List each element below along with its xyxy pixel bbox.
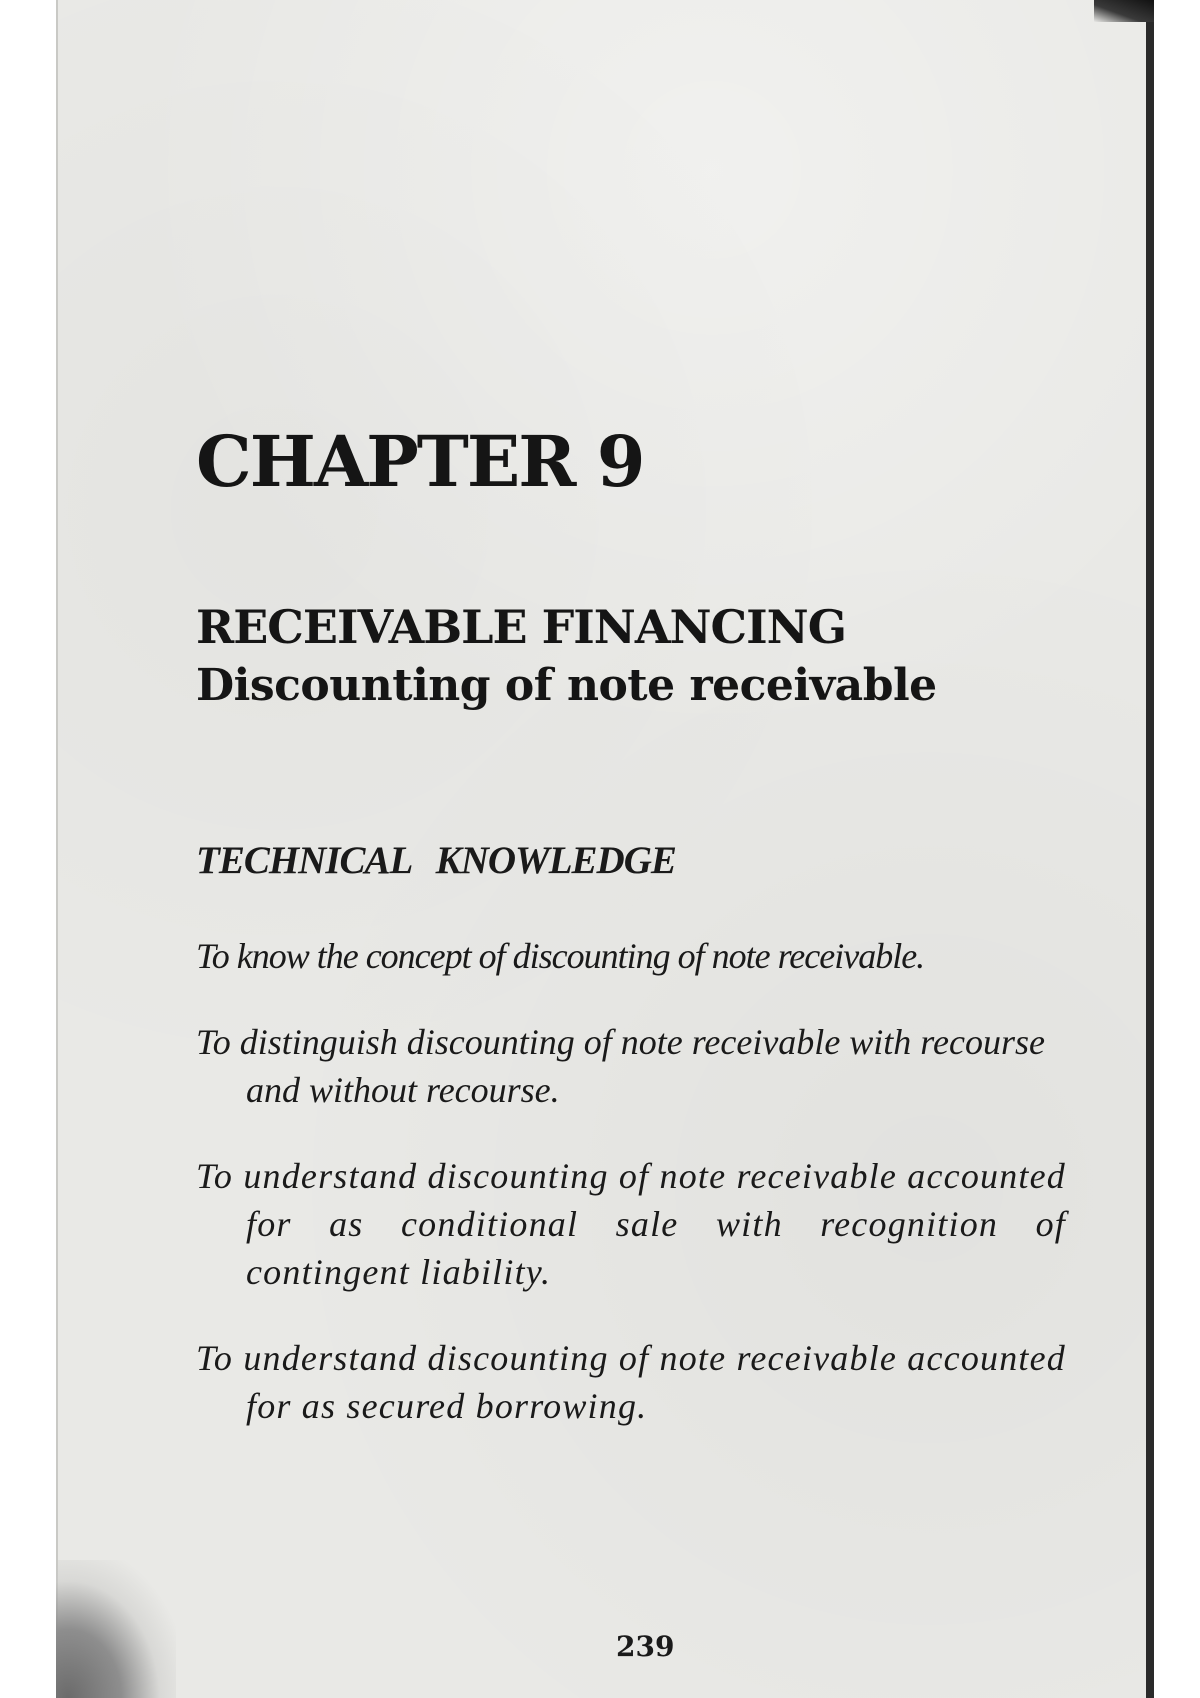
page-number: 239: [616, 1630, 675, 1663]
corner-shadow: [1094, 0, 1154, 22]
objective-item: To understand discounting of note receivable accounted for as secured borrowing.: [196, 1338, 1067, 1426]
book-page: [56, 0, 1148, 1698]
objective-item: To distinguish discounting of note receivable with recourse and without recourse.: [196, 1022, 1045, 1110]
chapter-subtitle: Discounting of note receivable: [196, 660, 937, 711]
section-heading: TECHNICAL KNOWLEDGE: [196, 839, 676, 882]
page-edge-shadow: [1146, 0, 1154, 1698]
objective-item: To understand discounting of note receivable accounted for as conditional sale with recognition of contingent liability.: [196, 1156, 1067, 1292]
thumb-shadow: [56, 1560, 176, 1698]
chapter-number: CHAPTER 9: [196, 420, 644, 503]
objective-item: To know the concept of discounting of note receivable.: [196, 936, 925, 976]
chapter-title: RECEIVABLE FINANCING: [196, 600, 847, 654]
objectives-list: [196, 932, 1066, 1430]
